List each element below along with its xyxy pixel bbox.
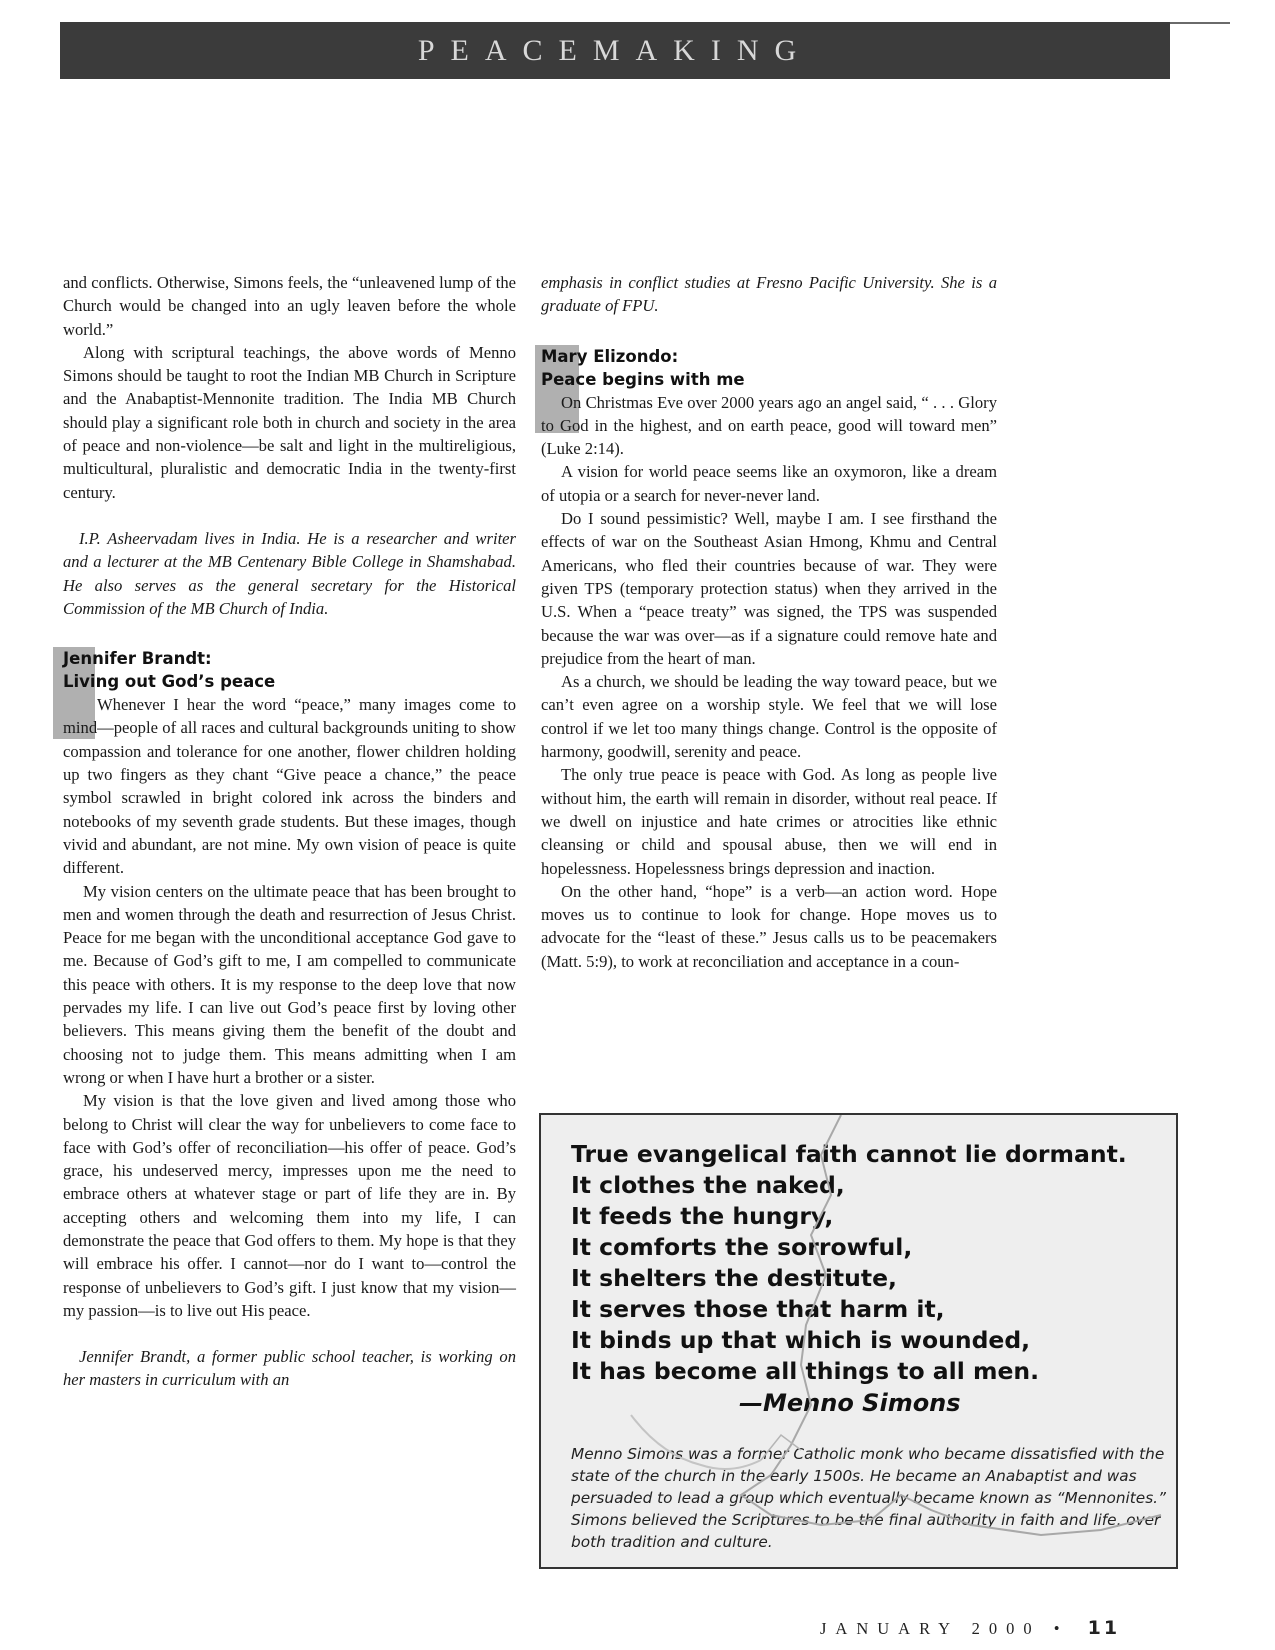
section-author-name: Mary Elizondo: [541,346,679,366]
section-title: Living out God’s peace [63,672,276,692]
quote-author: —Menno Simons [739,1389,961,1417]
issue-date: JANUARY 2000 [820,1619,1041,1638]
quote-line: It comforts the sorrowful, [571,1233,913,1261]
paragraph: and conflicts. Otherwise, Simons feels, the “unleavened lump of the Church would be changed into an ugly leaven before the whole world.” [63,273,516,339]
paragraph: The only true peace is peace with God. As long as people live without him, the earth will remain in disorder, without real peace. If we dwell on injustice and hate crimes or atrocities like ethnic cleansing or child and spousal abuse, then we will end in hopelessness. Hopelessness brings depression and inaction. [541,765,997,878]
page-footer [820,1617,1120,1639]
page-number: 11 [1087,1617,1121,1639]
quote-line: It binds up that which is wounded, [571,1326,1031,1354]
author-bio: I.P. Asheervadam lives in India. He is a researcher and writer and a lecturer at the MB Centenary Bible College in Shamshabad. He also serves as the general secretary for the Historical Commission of the MB Church of India. [63,528,516,618]
paragraph: As a church, we should be leading the way toward peace, but we can’t even agree on a worship style. We feel that we will lose control if we let too many things change. Control is the opposite of harmony, goodwill, serenity and peace. [541,672,997,762]
quote-box [539,1113,1178,1569]
paragraph: My vision centers on the ultimate peace that has been brought to men and women through the death and resurrection of Jesus Christ. Peace for me began with the unconditional acceptance God gave to me. Because of God’s gift to me, I am compelled to communicate this peace with others. It is my response to the deep love that now pervades my life. I can live out God’s peace first by loving other believers. This means giving them the benefit of the doubt and choosing not to judge them. This means admitting when I am wrong or when I have hurt a brother or a sister. [63,881,516,1087]
quote-line: It feeds the hungry, [571,1202,834,1230]
section-author-name: Jennifer Brandt: [63,649,212,669]
quote-line: It has become all things to all men. [571,1357,1040,1385]
paragraph: A vision for world peace seems like an oxymoron, like a dream of utopia or a search for never-never land. [541,462,997,505]
quote-text [571,1139,1176,1387]
paragraph: Along with scriptural teachings, the above words of Menno Simons should be taught to root the Indian MB Church in Scripture and the Anabaptist-Mennonite tradition. The India MB Church should play a significant role both in church and society in the area of peace and non-violence—be salt and light in the multireligious, multicultural, pluralistic and democratic India in the twenty-first century. [63,342,516,502]
footer-separator: • [1053,1619,1069,1638]
left-column [63,271,516,1392]
paragraph: On the other hand, “hope” is a verb—an action word. Hope moves us to continue to look for change. Hope moves us to advocate for the “least of these.” Jesus calls us to be peacemakers (Matt. 5:9), to work at reconciliation and acceptance in a coun- [541,881,997,971]
author-bio: Jennifer Brandt, a former public school teacher, is working on her masters in curriculum with an [63,1347,516,1390]
quote-line: True evangelical faith cannot lie dormant. [571,1140,1127,1168]
right-column [541,271,997,973]
section-title: PEACEMAKING [417,33,813,67]
quote-line: It clothes the naked, [571,1171,845,1199]
section-elizondo [541,345,997,461]
quote-line: It shelters the destitute, [571,1264,897,1292]
header-rule [1170,22,1230,24]
paragraph: My vision is that the love given and lived among those who belong to Christ will clear the way for unbelievers to come face to face with God’s offer of reconciliation—his offer of peace. God’s grace, his undeserved mercy, impresses upon me the need to embrace others at whatever stage or part of life they are in. By accepting others and welcoming them into my life, I can demonstrate the peace that God offers to them. My hope is that they will embrace his offer. I cannot—nor do I want to—control the response of unbelievers to God’s gift. I just know that my vision—my passion—is to live out His peace. [63,1091,516,1320]
paragraph: On Christmas Eve over 2000 years ago an angel said, “ . . . Glory to God in the highest, and on earth peace, good will toward men” (Luke 2:14). [541,392,997,459]
section-header-bar [60,22,1170,79]
section-title: Peace begins with me [541,369,745,389]
section-brandt [63,647,516,879]
paragraph: Do I sound pessimistic? Well, maybe I am. I see firsthand the effects of war on the Southeast Asian Hmong, Khmu and Central Americans, who fled their countries because of war. They were given TPS (temporary protection status) when they arrived in the U.S. When a “peace treaty” was signed, the TPS was suspended because the war was over—as if a signature could remove hate and prejudice from the heart of man. [541,509,997,668]
quote-line: It serves those that harm it, [571,1295,945,1323]
paragraph: Whenever I hear the word “peace,” many images come to mind—people of all races and cultural backgrounds uniting to show compassion and tolerance for one another, flower children holding up two fingers as they chant “Give peace a chance,” the peace symbol scrawled in bright colored ink across the binders and notebooks of my seventh grade students. But these images, though vivid and abundant, are not mine. My own vision of peace is quite different. [63,695,516,878]
quote-caption: Menno Simons was a former Catholic monk who became dissatisfied with the state of the church in the early 1500s. He became an Anabaptist and was persuaded to lead a group which eventually became known as “Mennonites.” Simons believed the Scriptures to be the final authority in faith and life, over both tradition and culture. [571,1445,1166,1551]
author-bio: emphasis in conflict studies at Fresno Pacific University. She is a graduate of FPU. [541,273,997,316]
